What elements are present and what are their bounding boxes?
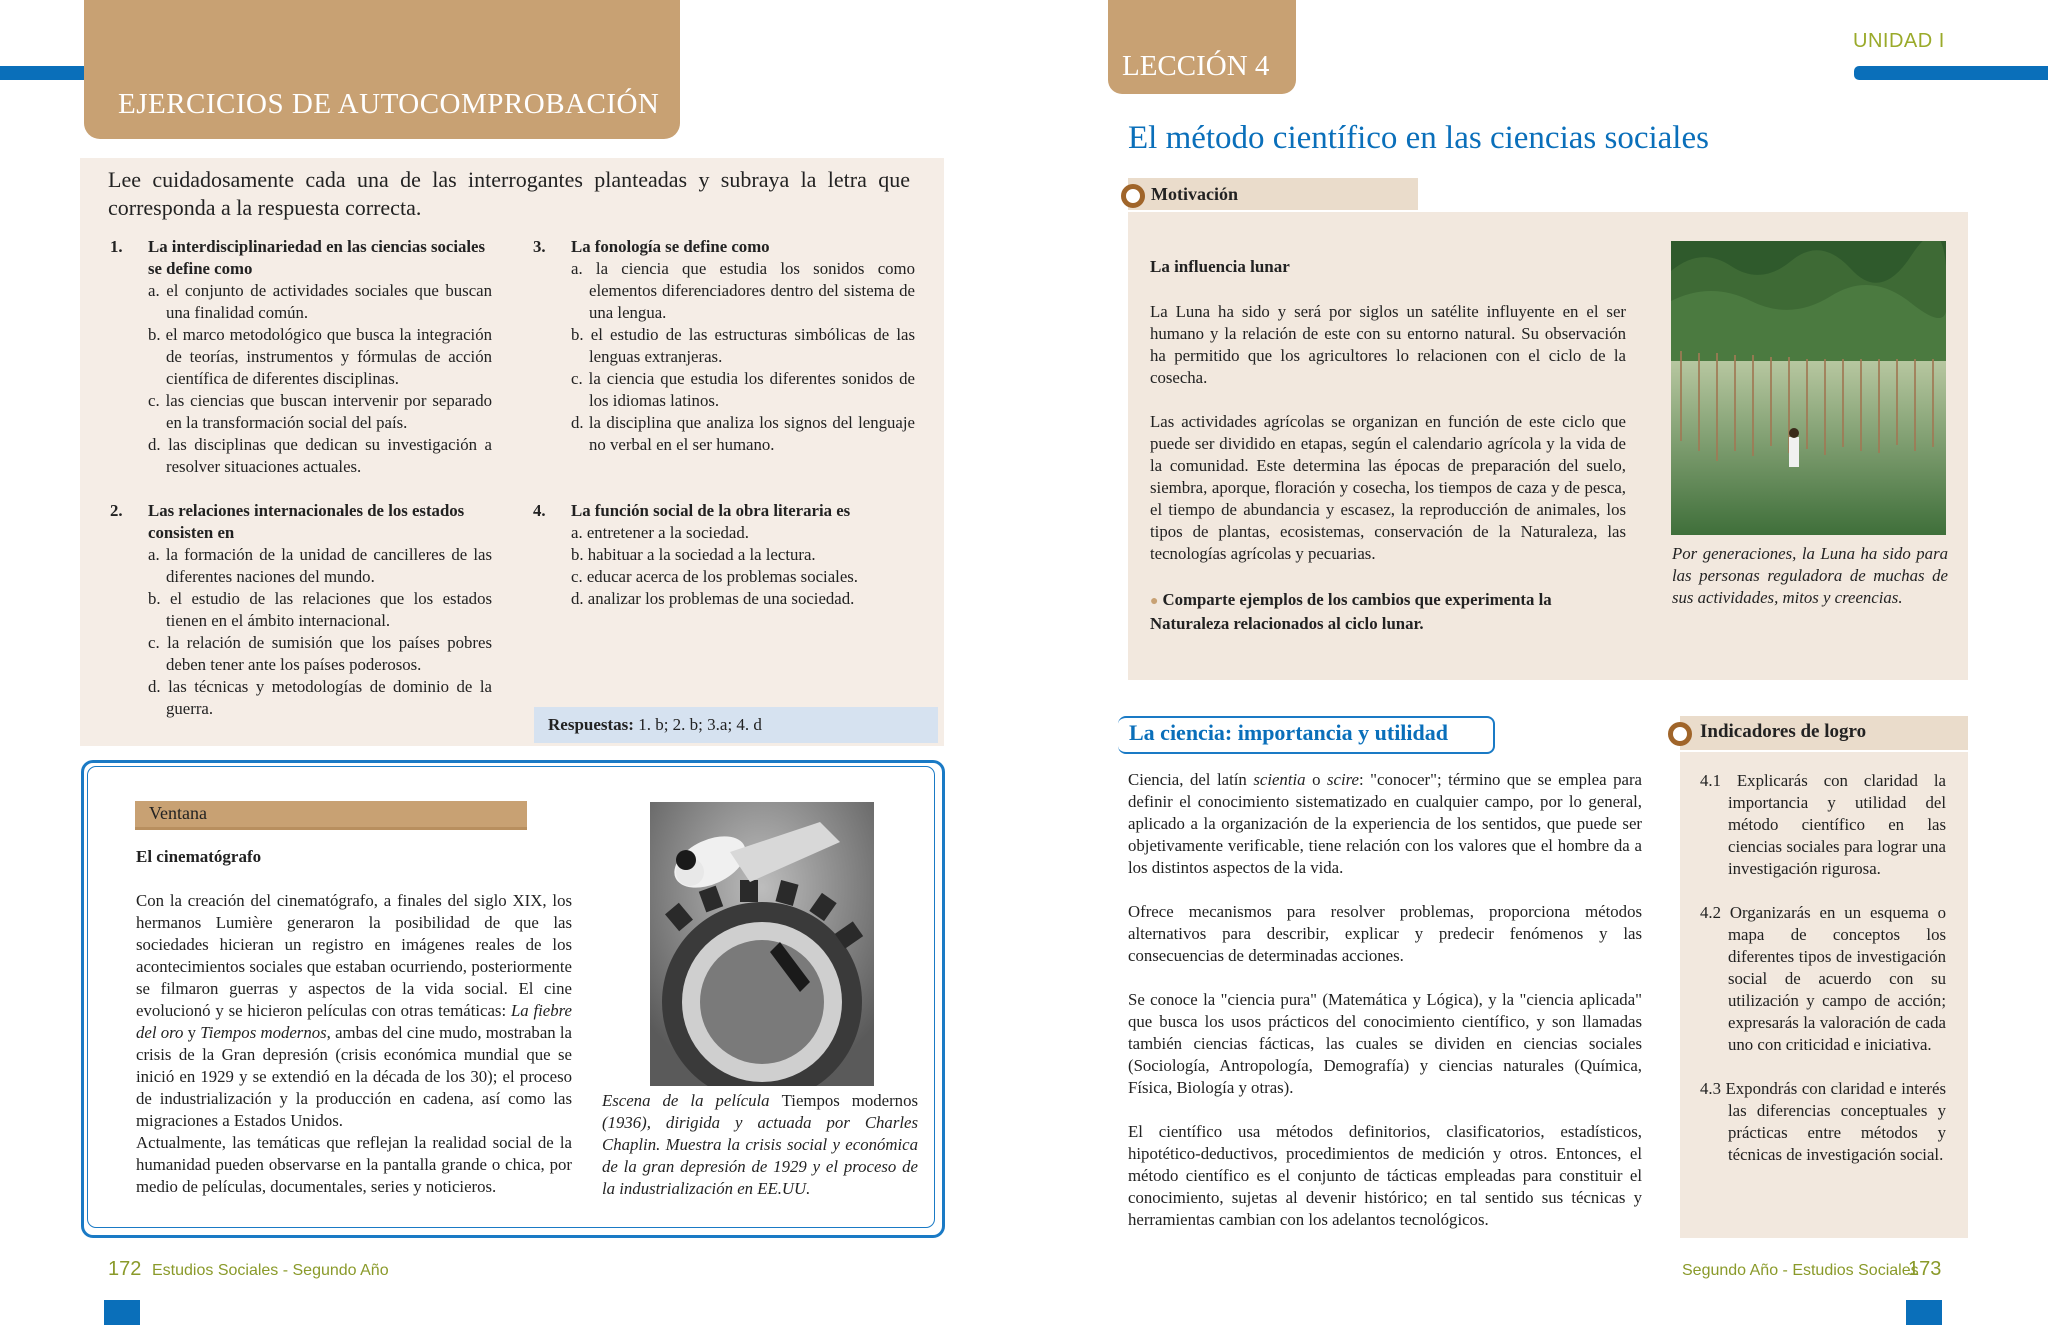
option-b: b. el marco metodológico que busca la integración de teorías, instrumentos y fórmulas de acción científica de diferentes disciplinas.	[148, 325, 492, 388]
option-b: b. el estudio de las estructuras simbólicas de las lenguas extranjeras.	[571, 325, 915, 366]
ciencia-text-part: o	[1305, 770, 1327, 789]
film-title: La fiebre del oro	[136, 1001, 572, 1042]
indicator-item: 4.1 Explicarás con claridad la importancia y utilidad del método científico en las ciencias sociales para lograr una investigación rigurosa.	[1700, 771, 1946, 878]
option-c: c. las ciencias que buscan intervenir por separado en la transformación social del país.	[148, 391, 492, 432]
caption-part: Escena de la película	[602, 1091, 782, 1110]
cine-text-part: Con la creación del cinematógrafo, a finales del siglo XIX, los hermanos Lumière generaron la posibilidad de que las sociedades hicieran un registro en imágenes reales de los acontecimientos sociales que estaban ocurriendo, posteriormente se filmaron guerras y aspectos de la vida social. El cine evolucionó y se hicieron películas con otras temáticas:	[136, 891, 572, 1020]
question-3	[533, 236, 915, 456]
ciencia-text-part: Ciencia, del latín	[1128, 770, 1254, 789]
exercises-header: EJERCICIOS DE AUTOCOMPROBACIÓN	[118, 88, 660, 120]
option-a: a. entretener a la sociedad.	[571, 523, 749, 542]
latin-word: scire	[1326, 770, 1359, 789]
unit-accent-bar	[1854, 66, 2048, 80]
option-c: c. la relación de sumisión que los países pobres deben tener ante los países poderosos.	[148, 633, 492, 674]
ventana-label: Ventana	[149, 803, 207, 823]
footer-left-text: Estudios Sociales - Segundo Año	[152, 1262, 389, 1279]
question-number: 4.	[533, 501, 546, 520]
film-title: Tiempos modernos	[200, 1023, 327, 1042]
question-number: 3.	[533, 237, 546, 256]
ventana-label-bar	[135, 801, 527, 830]
lesson-label: LECCIÓN 4	[1122, 50, 1270, 82]
photo-caption	[602, 1090, 918, 1200]
answers-label: Respuestas:	[548, 715, 634, 734]
option-c: c. educar acerca de los problemas sociales.	[571, 567, 859, 586]
question-title: La fonología se define como	[571, 237, 770, 256]
question-title: La función social de la obra literaria es	[571, 501, 851, 520]
latin-word: scientia	[1253, 770, 1306, 789]
film-title: Tiempos modernos	[781, 1091, 918, 1110]
lesson-title: El método científico en las ciencias sociales	[1128, 120, 1709, 156]
cine-text-paragraph: Actualmente, las temáticas que reflejan la realidad social de la humanidad pueden observarse en la pantalla grande o chica, por medio de películas, documentales, series y noticieros.	[136, 1133, 572, 1196]
answers-value: 1. b; 2. b; 3.a; 4. d	[633, 715, 762, 734]
ciencia-text	[1128, 769, 1642, 1231]
cinematografo-text	[136, 890, 572, 1198]
indicadores-label: Indicadores de logro	[1700, 721, 1867, 742]
ciencia-paragraph: Ofrece mecanismos para resolver problemas, proporciona métodos alternativos para describir, explicar y predecir fenómenos y las consecuencias de determinadas acciones.	[1128, 902, 1642, 965]
option-d: d. la disciplina que analiza los signos del lenguaje no verbal en el ser humano.	[571, 413, 915, 454]
question-1	[110, 236, 492, 478]
ciencia-text-part: : "conocer"; término que se emplea para definir el conocimiento sistematizado en cualquier campo, por lo general, aplicado a la organización de la experiencia de los sentidos, que puede ser objetivamente verificable, tiene relación con los valores que el hombre da a los distintos aspectos de la vida.	[1128, 770, 1642, 877]
answers-bar	[534, 707, 938, 743]
luna-title: La influencia lunar	[1150, 257, 1290, 276]
option-b: b. habituar a la sociedad a la lectura.	[571, 545, 816, 564]
cine-text-part: , ambas del cine mudo, mostraban la crisis de la Gran depresión (crisis económica mundial que se inició en 1929 y se extendió en la década de los 30); el proceso de industrialización y la producción en cadena, así como las migraciones a Estados Unidos.	[136, 1023, 572, 1130]
question-2	[110, 500, 492, 720]
question-number: 1.	[110, 237, 123, 256]
question-text: Comparte ejemplos de los cambios que experimenta la Naturaleza relacionados al ciclo lunar.	[1150, 590, 1552, 633]
option-a: a. la ciencia que estudia los sonidos como elementos diferenciadores dentro del sistema de una lengua.	[571, 259, 915, 322]
option-b: b. el estudio de las relaciones que los estados tienen en el ámbito internacional.	[148, 589, 492, 630]
motivacion-question	[1150, 589, 1626, 635]
corner-mark-left	[104, 1300, 140, 1325]
luna-photo-caption: Por generaciones, la Luna ha sido para las personas reguladora de muchas de sus actividades, mitos y creencias.	[1672, 544, 1948, 607]
section-bullet-icon	[1668, 722, 1692, 746]
indicator-item: 4.3 Expondrás con claridad e interés las diferencias conceptuales y prácticas entre métodos y técnicas de investigación social.	[1700, 1079, 1946, 1164]
section-bullet-icon	[1121, 184, 1145, 208]
option-c: c. la ciencia que estudia los diferentes sonidos de los idiomas latinos.	[571, 369, 915, 410]
luna-paragraph: Las actividades agrícolas se organizan en función de este ciclo que puede ser dividido en etapas, según el calendario agrícola y la vida de la comunidad. Este determina las épocas de preparación del suelo, siembra, aporque, floración y cosecha, los tiempos de caza y de pesca, el tiempo de abundancia y escasez, la reproducción de animales, los tipos de plantas, ecosistemas, conservación de la Naturaleza, las tecnologías agrícolas y pecuarias.	[1150, 412, 1626, 563]
page-number-left: 172	[108, 1258, 142, 1280]
corner-mark-right	[1906, 1300, 1942, 1325]
ciencia-paragraph: Se conoce la "ciencia pura" (Matemática y Lógica), y la "ciencia aplicada" que busca los usos prácticos del conocimiento científico, y son llamadas también ciencias fácticas, las cuales se dividen en ciencias sociales (Sociología, Antropología, Demografía) y ciencias naturales (Química, Física, Biología y otras).	[1128, 990, 1642, 1097]
lesson-tab	[1108, 0, 1296, 94]
question-number: 2.	[110, 501, 123, 520]
option-d: d. las técnicas y metodologías de dominio de la guerra.	[148, 677, 492, 718]
cine-text-part: y	[183, 1023, 201, 1042]
luna-paragraph: La Luna ha sido y será por siglos un satélite influyente en el ser humano y la relación de este con su entorno natural. Su observación ha permitido que los agricultores lo relacionen con el ciclo de la cosecha.	[1150, 302, 1626, 387]
question-title: Las relaciones internacionales de los estados consisten en	[148, 501, 465, 542]
ciencia-title: La ciencia: importancia y utilidad	[1129, 720, 1448, 745]
option-a: a. la formación de la unidad de cancilleres de las diferentes naciones del mundo.	[148, 545, 492, 586]
luna-text	[1150, 301, 1626, 565]
option-a: a. el conjunto de actividades sociales que buscan una finalidad común.	[148, 281, 492, 322]
left-accent-bar	[0, 66, 84, 80]
indicadores-list	[1700, 770, 1946, 1188]
exercises-intro: Lee cuidadosamente cada una de las interrogantes planteadas y subraya la letra que corresponda a la respuesta correcta.	[108, 167, 910, 220]
caption-part: (1936), dirigida y actuada por Charles Chaplin. Muestra la crisis social y económica de la gran depresión de 1929 y el proceso de la industrialización en EE.UU.	[602, 1113, 918, 1198]
motivacion-label: Motivación	[1151, 184, 1238, 204]
option-d: d. las disciplinas que dedican su investigación a resolver situaciones actuales.	[148, 435, 492, 476]
question-4	[533, 500, 915, 610]
farm-field-photo	[1671, 241, 1946, 535]
bullet-dot-icon: ●	[1150, 594, 1159, 609]
option-d: d. analizar los problemas de una sociedad.	[571, 589, 855, 608]
exercises-header-tab	[84, 0, 680, 139]
cinematografo-title: El cinematógrafo	[136, 847, 262, 866]
footer-right-text: Segundo Año - Estudios Sociales	[1682, 1262, 1919, 1279]
ciencia-paragraph: El científico usa métodos definitorios, clasificatorios, estadísticos, hipotético-deductivos, procedimientos de medición y otros. Entonces, el método científico es el conjunto de tácticas empleadas para constituir el conocimiento, sujetas al devenir histórico; en tal sentido sus técnicas y herramientas cambian con los adelantos tecnológicos.	[1128, 1122, 1642, 1229]
question-title: La interdisciplinariedad en las ciencias sociales se define como	[148, 237, 486, 278]
indicator-item: 4.2 Organizarás en un esquema o mapa de conceptos los diferentes tipos de investigación social de acuerdo con su utilización y campo de acción; expresarás la valoración de cada uno con criticidad e iniciativa.	[1700, 903, 1946, 1054]
modern-times-photo	[650, 802, 874, 1086]
unit-label: UNIDAD I	[1853, 30, 1945, 52]
page-number-right: 173	[1908, 1258, 1942, 1280]
